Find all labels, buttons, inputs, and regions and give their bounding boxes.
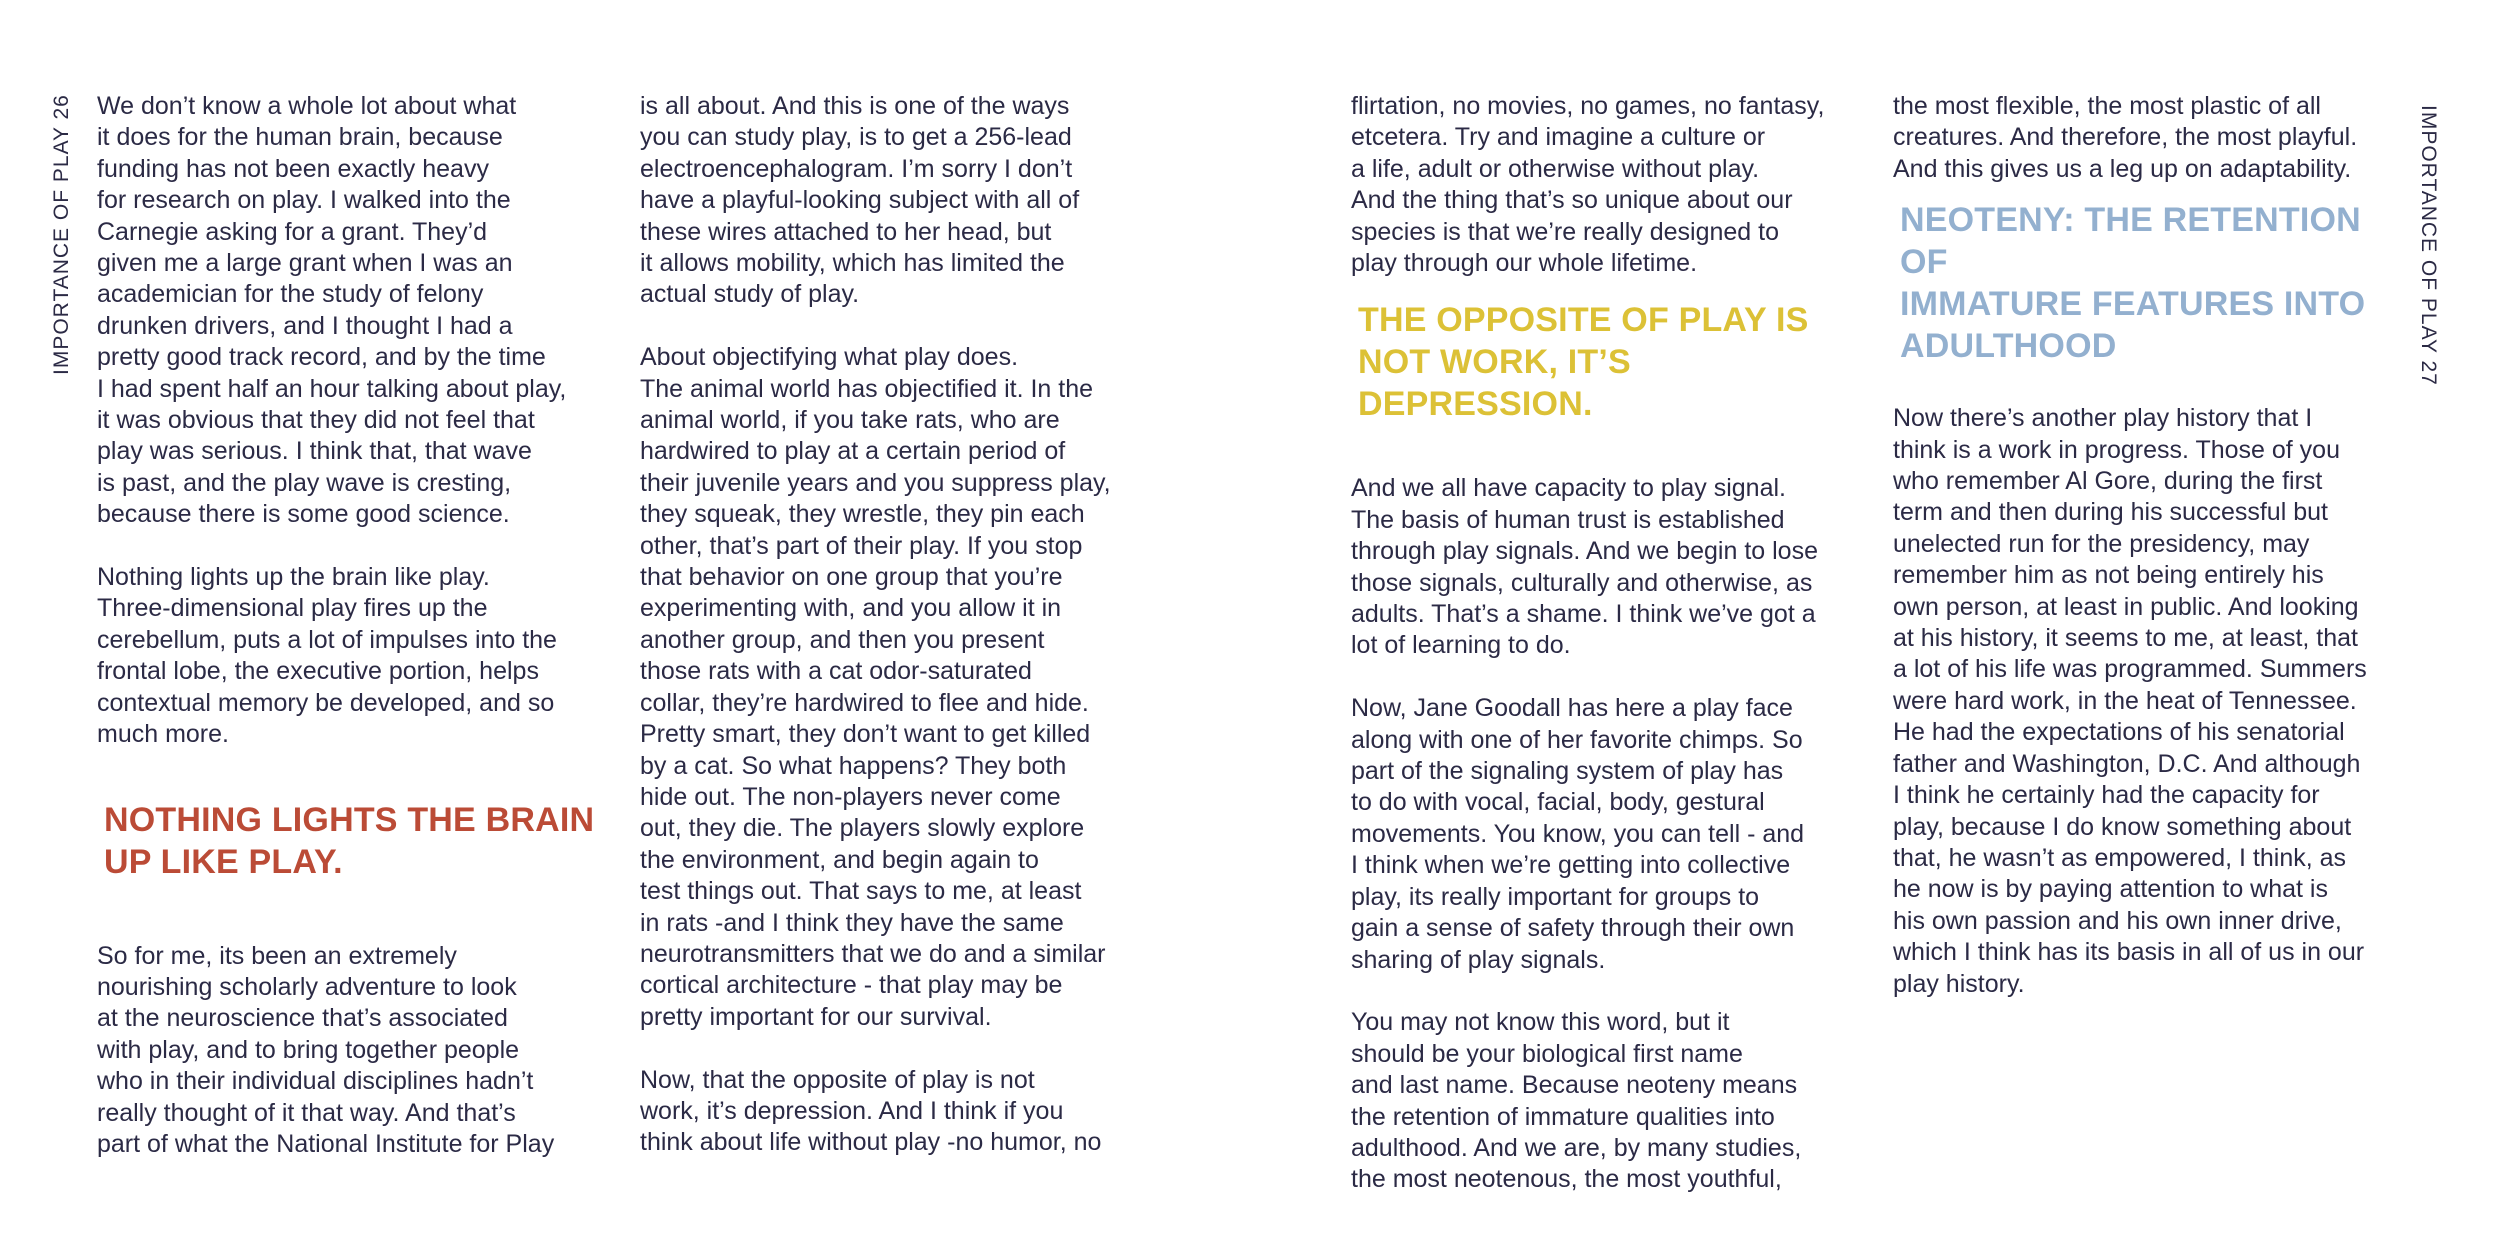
col1-paragraph-1: We don’t know a whole lot about what it does for the human brain, because funding has not been exactly heavy for research on play. I walked into the Carnegie asking for a grant. They’d given me a large grant when I was an academician for the study of felony drunken drivers, and I thought I had a pretty good track record, and by the time I had spent half an hour talking about play, it was obvious that they did not feel that play was serious. I think that, that wave is past, and the play wave is cresting, because there is some good science.	[97, 92, 567, 529]
col2-paragraph-3: Now, that the opposite of play is not work, it’s depression. And I think if you think about life without play -no humor, no	[640, 1065, 1102, 1157]
column-2	[640, 91, 1160, 1159]
col2-paragraph-1: is all about. And this is one of the ways you can study play, is to get a 256-lead electroencephalogram. I’m sorry I don’t have a playful-looking subject with all of these wires attached to her head, but it allows mobility, which has limited the actual study of play.	[640, 92, 1080, 309]
col4-paragraph-2: Now there’s another play history that I think is a work in progress. Those of you who remember Al Gore, during the first term and then during his successful but unelected run for the presidency, may remember him as not being entirely his own person, at least in public. And looking at his history, it seems to me, at least, that a lot of his life was programmed. Summers were hard work, in the heat of Tennessee. He had the expectations of his senatorial father and Washington, D.C. And although I think he certainly had the capacity for play, because I do know something about that, he wasn’t as empowered, I think, as he now is by paying attention to what is his own passion and his own inner drive, which I think has its basis in all of us in our play history.	[1893, 404, 2367, 998]
col1-paragraph-3: So for me, its been an extremely nourishing scholarly adventure to look at the neuroscience that’s associated with play, and to bring together people who in their individual disciplines hadn’t really thought of it that way. And that’s part of what the National Institute for Play	[97, 941, 555, 1158]
col4-heading: NEOTENY: THE RETENTION OF IMMATURE FEATURES INTO ADULTHOOD	[1900, 201, 2366, 366]
column-3	[1351, 91, 1871, 1196]
col3-paragraph-3: Now, Jane Goodall has here a play face along with one of her favorite chimps. So part of the signaling system of play has to do with vocal, facial, body, gestural movements. You know, you can tell - and I think when we’re getting into collective play, its really important for groups to gain a sense of safety through their own sharing of play signals.	[1351, 694, 1805, 974]
col2-paragraph-2: About objectifying what play does. The animal world has objectified it. In the animal world, if you take rats, who are hardwired to play at a certain period of their juvenile years and you suppress play, they squeak, they wrestle, they pin each other, that’s part of their play. If you stop that behavior on one group that you’re experimenting with, and you allow it in another group, and then you present those rats with a cat odor-saturated collar, they’re hardwired to flee and hide. Pretty smart, they don’t want to get killed by a cat. So what happens? They both hide out. The non-players never come out, they die. The players slowly explore the environment, and begin again to test things out. That says to me, at least in rats -and I think they have the same neurotransmitters that we do and a similar cortical architecture - that play may be pretty important for our survival.	[640, 343, 1111, 1031]
column-4	[1893, 91, 2413, 1000]
col4-paragraph-1: the most flexible, the most plastic of all creatures. And therefore, the most playful. And this gives us a leg up on adaptability.	[1893, 92, 2358, 183]
col3-paragraph-2: And we all have capacity to play signal. The basis of human trust is established through play signals. And we begin to lose those signals, culturally and otherwise, as adults. That’s a shame. I think we’ve got a lot of learning to do.	[1351, 474, 1818, 660]
col1-heading: NOTHING LIGHTS THE BRAIN UP LIKE PLAY.	[104, 800, 595, 881]
col1-paragraph-2: Nothing lights up the brain like play. Three-dimensional play fires up the cerebellum, puts a lot of impulses into the frontal lobe, the executive portion, helps contextual memory be developed, and so much more.	[97, 563, 557, 749]
column-1	[97, 91, 617, 1160]
col3-paragraph-4: You may not know this word, but it should be your biological first name and last name. Because neoteny means the retention of immature qualities into adulthood. And we are, by many studies, the most neotenous, the most youthful,	[1351, 1008, 1802, 1194]
col3-paragraph-1: flirtation, no movies, no games, no fantasy, etcetera. Try and imagine a culture or a life, adult or otherwise without play. And the thing that’s so unique about our species is that we’re really designed to play through our whole lifetime.	[1351, 92, 1825, 278]
right-page-label-text: IMPORTANCE OF PLAY 27	[2417, 105, 2440, 386]
left-page-label-text: IMPORTANCE OF PLAY 26	[50, 94, 73, 375]
col3-heading: THE OPPOSITE OF PLAY IS NOT WORK, IT’S DEPRESSION.	[1358, 301, 1809, 424]
